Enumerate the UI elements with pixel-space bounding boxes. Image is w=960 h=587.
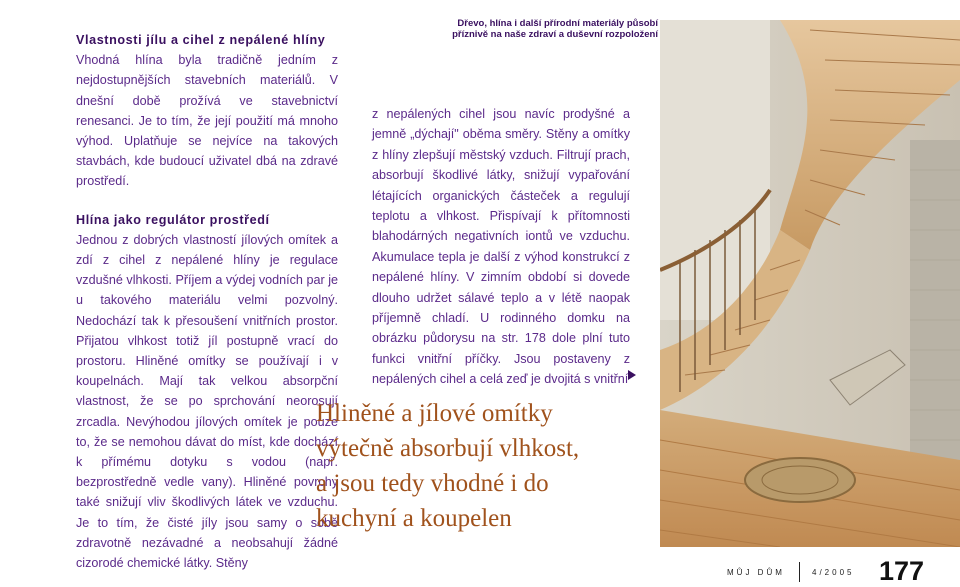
footer-divider	[799, 562, 800, 582]
paragraph-walls: z nepálených cihel jsou navíc prodyšné a jemně „dýchají" oběma směry. Stěny a omítky z hlíny zlepšují městský vzduch. Filtrují prach, absorbují škodlivé látky, snižují vypařování létajících organických částeček a regulují teplotu a vlhkost. Přispívají k přítomnosti blahodárných negativních iontů ve vzduchu. Akumulace tepla je další z výhod konstrukcí z nepálené hlíny. V zimním období si dovede dlouho udržet sálavé teplo a v létě naopak příjemně chladí. U rodinného domku na obrázku půdorysu na str. 178 dole plní tuto funkci vnitřní příčky. Jsou postaveny z nepálených cihel a celá zeď je dvojitá s vnitřní	[372, 107, 630, 387]
caption-line-1: Dřevo, hlína i další přírodní materiály působí	[457, 18, 658, 29]
photo-caption	[452, 18, 658, 40]
caption-line-2: příznivě na naše zdraví a duševní rozpoložení	[452, 29, 658, 40]
staircase-illustration	[660, 20, 960, 547]
staircase-photo	[660, 20, 960, 547]
paragraph-clay-intro: Vhodná hlína byla tradičně jedním z nejdostupnějších stavebních materiálů. V dnešní době prožívá ve stavebnictví renesanci. Je to tím, že její použití má mnoho výhod. Uplatňuje se nejvíce na takových stavbách, kde budoucí uživatel dbá na zdravé prostředí.	[76, 53, 338, 189]
continue-arrow-icon	[628, 370, 636, 380]
footer-issue: 4/2005	[812, 568, 855, 577]
footer-magazine-name: MŮJ DŮM	[727, 568, 785, 577]
left-text-column	[76, 30, 338, 573]
pull-quote-line-2: výtečně absorbují vlhkost,	[316, 435, 580, 462]
pull-quote-line-1: Hliněné a jílové omítky	[316, 400, 553, 427]
pull-quote-line-4: kuchyní a koupelen	[316, 505, 512, 532]
heading-clay-properties: Vlastnosti jílu a cihel z nepálené hlíny	[76, 33, 326, 47]
page-number: 177	[879, 556, 925, 586]
pull-quote	[316, 396, 646, 536]
heading-clay-regulator: Hlína jako regulátor prostředí	[76, 212, 270, 227]
middle-text-column	[372, 104, 630, 390]
pull-quote-line-3: a jsou tedy vhodné i do	[316, 470, 549, 497]
paragraph-humidity: Jednou z dobrých vlastností jílových omítek a zdí z cihel z nepálené hlíny je regulace vzdušné vlhkosti. Příjem a výdej vodních par je u takového materiálu velmi pozvolný. Nedochází tak k přesoušení vnitřních prostor. Přijatou vlhkost totiž jíl postupně vrací do prostoru. Hliněné omítky se používají i v koupelnách. Mají tak velkou absorpční vlastnost, že se po sprchování neorosují zrcadla. Nevýhodou jílových omítek je pouze to, že se nemohou dávat do míst, kde dochází k přímému dotyku s vodou (např. bezprostředně vedle vany). Hliněné povrchy také snižují vliv škodlivých látek ve vzduchu. Je to tím, že čisté jíly jsou samy o sobě zdravotně nezávadné a neobsahují žádné cizorodé chemické látky. Stěny	[76, 232, 338, 571]
